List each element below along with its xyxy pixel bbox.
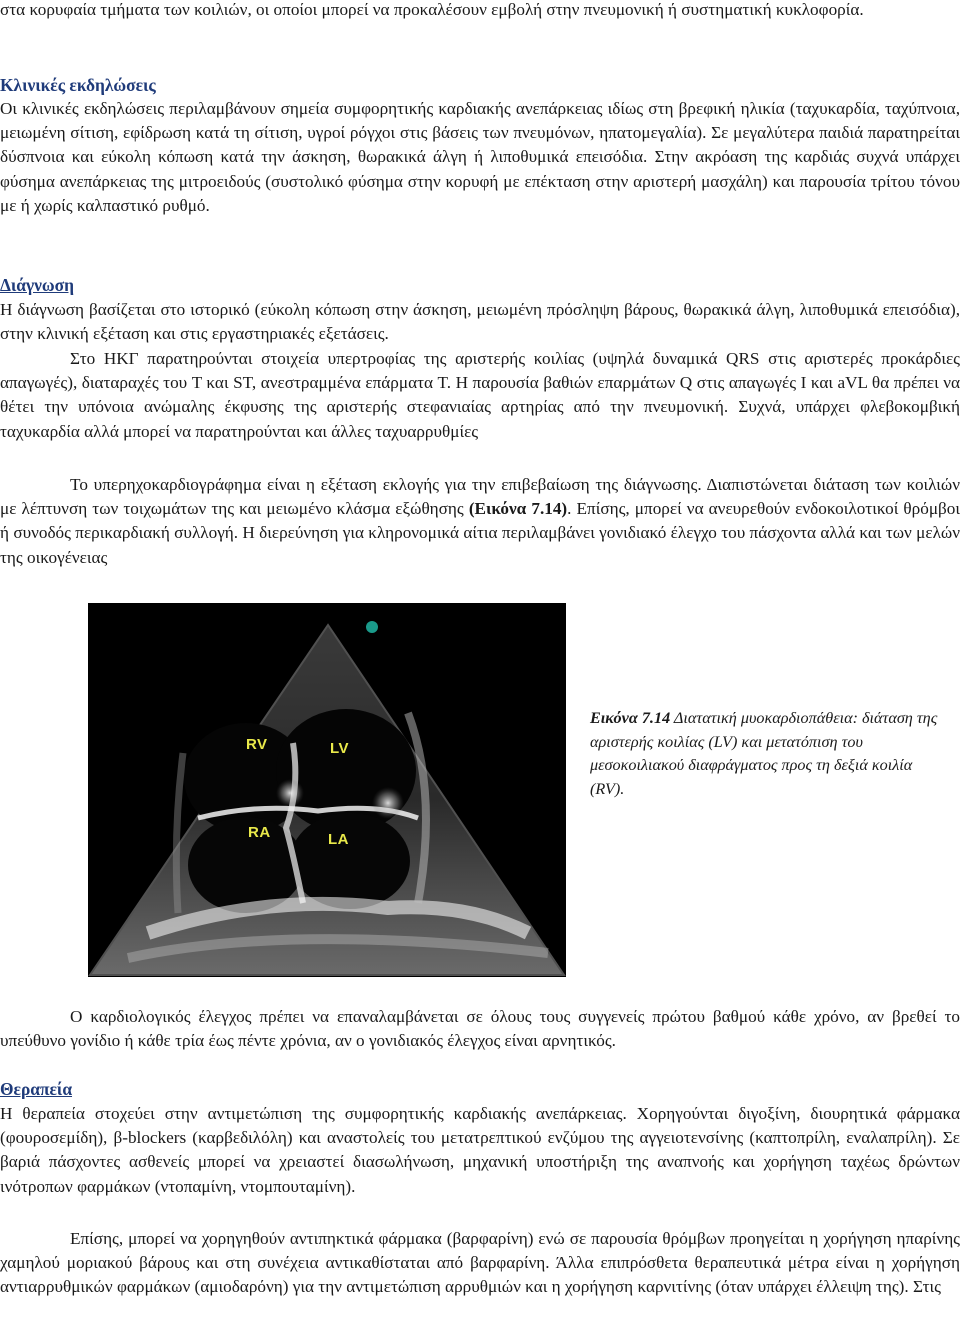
clinical-heading: Κλινικές εκδηλώσεις (0, 75, 156, 95)
caption-text: Διατατική μυοκαρδιοπάθεια: διάταση της αριστερής κοιλίας (LV) και μετατόπιση του μεσοκοιλιακού διαφράγματος προς τη δεξιά κοιλία (RV). (590, 709, 938, 798)
diagnosis-paragraph-2: Στο ΗΚΓ παρατηρούνται στοιχεία υπερτροφίας της αριστερής κοιλίας (υψηλά δυναμικά QRS στις αριστερές προκάρδιες απαγωγές), διαταραχές του T και ST, ανεστραμμένα επάρματα T. Η παρουσία βαθιών επαρμάτων Q στις απαγωγές I και aVL θα πρέπει να θέτει την υπόνοια ανώμαλης έκφυσης της αριστερής στεφανιαίας αρτηρίας από την πνευμονική. Συχνά, υπάρχει φλεβοκομβική ταχυκαρδία αλλά μπορεί να παρατηρούνται και άλλες ταχυαρρυθμίες (0, 349, 960, 441)
intro-paragraph: στα κορυφαία τμήματα των κοιλιών, οι οποίοι μπορεί να προκαλέσουν εμβολή στην πνευμονική ή συστηματική κυκλοφορία. (0, 0, 864, 19)
diagnosis-paragraph-3 (0, 473, 960, 570)
label-lv: LV (330, 740, 350, 757)
figure-caption (590, 707, 950, 801)
diagnosis-p3-start: Το υπερηχοκαρδιογράφημα είναι η εξέταση εκλογής για την επιβεβαίωση της διάγνωσης. Διαπιστώνεται διάταση των κοιλιών με λέπτυνση των τοιχωμάτων της και μειωμένο κλάσμα εξώθησης (0, 475, 960, 519)
therapy-heading: Θεραπεία (0, 1079, 73, 1099)
mitral-leaflet (372, 787, 404, 819)
diagnosis-p3-end: . Επίσης, μπορεί να ανευρεθούν ενδοκοιλοτικοί θρόμβοι ή συνοδός περικαρδιακή συλλογή. Η διερεύνηση για κληρονομικά αίτια περιλαμβάνει γονιδιακό έλεγχο του πάσχοντα αλλά και των μελών της οικογένειας (0, 499, 960, 567)
echocardiogram-image (88, 603, 566, 977)
diagnosis-paragraph-4: Ο καρδιολογικός έλεγχος πρέπει να επαναλαμβάνεται σε όλους τους συγγενείς πρώτου βαθμού κάθε χρόνο, αν βρεθεί το υπεύθυνο γονίδιο ή κάθε τρία έως πέντε χρόνια, αν ο γονιδιακός έλεγχος είναι αρνητικός. (0, 1007, 960, 1051)
diagnosis-paragraph-1: Η διάγνωση βασίζεται στο ιστορικό (εύκολη κόπωση στην άσκηση, μειωμένη πρόσληψη βάρους, θωρακικά άλγη, λιποθυμικά επεισόδια), στην κλινική εξέταση και στις εργαστηριακές εξετάσεις. (0, 300, 960, 344)
label-ra: RA (248, 824, 271, 841)
therapy-paragraph-2: Επίσης, μπορεί να χορηγηθούν αντιπηκτικά φάρμακα (βαρφαρίνη) ενώ σε παρουσία θρόμβων προηγείται η χορήγηση ηπαρίνης χαμηλού μοριακού βάρους και στη συνέχεια αντικαθίσταται από βαρφαρίνη. Άλλα επιπρόσθετα θεραπευτικά μέτρα είναι η χορήγηση αντιαρρυθμικών φαρμάκων (αμιοδαρόνη) για την αντιμετώπιση αρρυθμιών και η χορήγηση καρνιτίνης (όταν υπάρχει έλλειψη της). Στις (0, 1229, 960, 1297)
therapy-paragraph-1: Η θεραπεία στοχεύει στην αντιμετώπιση της συμφορητικής καρδιακής ανεπάρκειας. Χορηγούνται διγοξίνη, διουρητικά φάρμακα (φουροσεμίδη), β-blockers (καρβεδιλόλη) και αναστολείς του μετατρεπτικού ενζύμου της αγγειοτενσίνης (καπτοπρίλη, εναλαπρίλη). Σε βαριά πάσχοντες ασθενείς μπορεί να χρειαστεί διασωλήνωση, μηχανική υποστήριξη της αναπνοής και χορήγηση ταχέως δρώντων ινότροπων φαρμάκων (ντοπαμίνη, ντομπουταμίνη). (0, 1104, 960, 1196)
orientation-marker (366, 621, 378, 633)
echocardiogram-graphic (88, 603, 566, 977)
label-la: LA (328, 831, 349, 848)
diagnosis-heading: Διάγνωση (0, 275, 74, 295)
label-rv: RV (246, 736, 268, 753)
caption-title: Εικόνα 7.14 (590, 709, 671, 727)
la-chamber (290, 813, 410, 909)
clinical-paragraph: Οι κλινικές εκδηλώσεις περιλαμβάνουν σημεία συμφορητικής καρδιακής ανεπάρκειας ιδίως στη βρεφική ηλικία (ταχυκαρδία, ταχύπνοια, μειωμένη σίτιση, εφίδρωση κατά τη σίτιση, υγροί ρόγχοι στις βάσεις των πνευμόνων, ηπατομεγαλία). Σε μεγαλύτερα παιδιά παρατηρείται δύσπνοια και εύκολη κόπωση κατά την άσκηση, θωρακικά άλγη ή λιποθυμικά επεισόδια. Στην ακρόαση της καρδιάς συχνά υπάρχει φύσημα ανεπάρκειας της μιτροειδούς (συστολικό φύσημα στην κορυφή με επέκταση στην αριστερή μασχάλη) και παρουσία τρίτου τόνου με ή χωρίς καλπαστικό ρυθμό. (0, 99, 960, 215)
figure-reference: (Εικόνα 7.14) (468, 499, 568, 519)
tricuspid-leaflet (276, 779, 304, 807)
